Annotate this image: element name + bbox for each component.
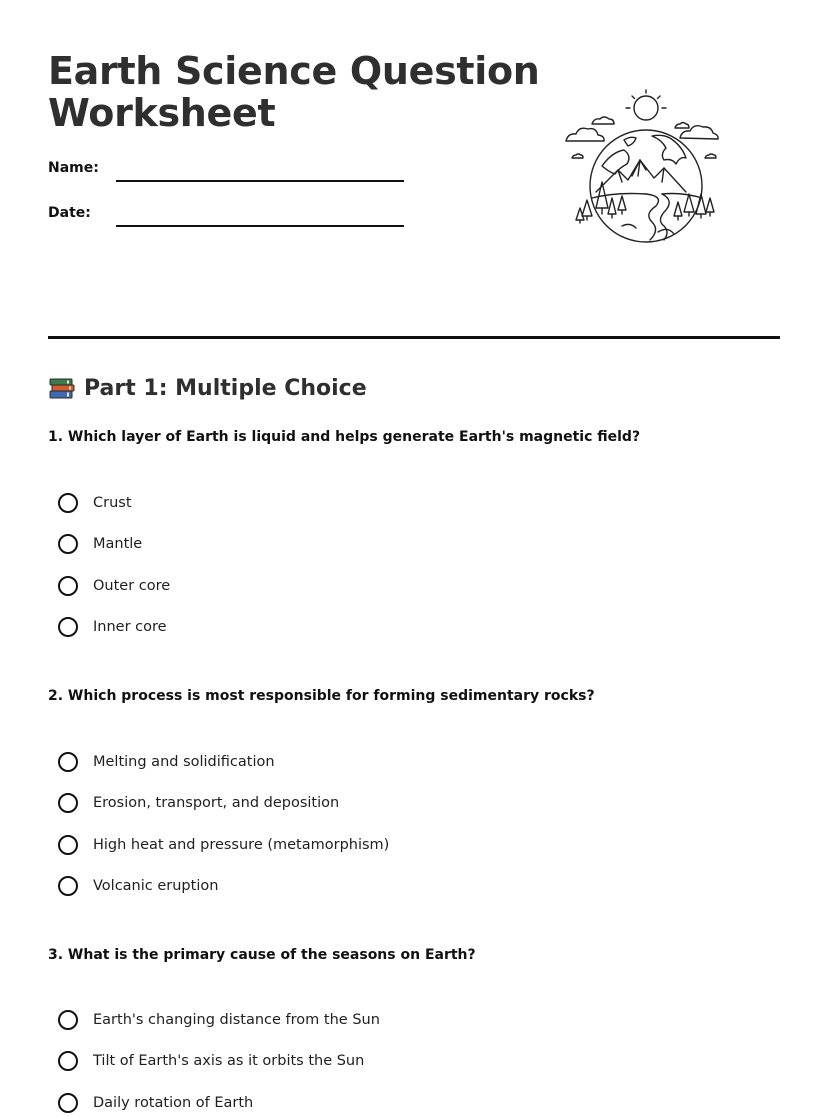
question-2: 2. Which process is most responsible for forming sedimentary rocks? bbox=[48, 688, 595, 704]
radio-button-icon[interactable] bbox=[58, 1093, 78, 1113]
radio-button-icon[interactable] bbox=[58, 493, 78, 513]
q1-option-4[interactable] bbox=[58, 615, 167, 639]
radio-button-icon[interactable] bbox=[58, 576, 78, 596]
option-label: Erosion, transport, and deposition bbox=[93, 795, 340, 811]
option-label: Volcanic eruption bbox=[93, 878, 219, 894]
section-divider bbox=[48, 336, 780, 339]
radio-button-icon[interactable] bbox=[58, 534, 78, 554]
option-label: High heat and pressure (metamorphism) bbox=[93, 837, 390, 853]
date-label: Date: bbox=[48, 205, 91, 221]
earth-illustration-icon bbox=[562, 86, 726, 246]
q2-option-4[interactable] bbox=[58, 874, 218, 898]
q2-option-2[interactable] bbox=[58, 791, 339, 815]
books-icon bbox=[48, 376, 76, 402]
radio-button-icon[interactable] bbox=[58, 793, 78, 813]
option-label: Crust bbox=[93, 495, 132, 511]
radio-button-icon[interactable] bbox=[58, 1010, 78, 1030]
option-label: Outer core bbox=[93, 578, 171, 594]
page-title: Earth Science Question Worksheet bbox=[48, 49, 540, 135]
radio-button-icon[interactable] bbox=[58, 1051, 78, 1071]
q3-option-1[interactable] bbox=[58, 1008, 380, 1032]
option-label: Earth's changing distance from the Sun bbox=[93, 1012, 380, 1028]
q3-option-2[interactable] bbox=[58, 1049, 364, 1073]
option-label: Inner core bbox=[93, 619, 167, 635]
q1-option-1[interactable] bbox=[58, 491, 132, 515]
name-field-line[interactable] bbox=[116, 180, 404, 182]
section-heading bbox=[48, 374, 367, 404]
option-label: Melting and solidification bbox=[93, 754, 275, 770]
q3-option-3[interactable] bbox=[58, 1091, 253, 1115]
name-label: Name: bbox=[48, 160, 99, 176]
q1-option-3[interactable] bbox=[58, 574, 170, 598]
q2-option-1[interactable] bbox=[58, 750, 275, 774]
q2-option-3[interactable] bbox=[58, 833, 389, 857]
option-label: Daily rotation of Earth bbox=[93, 1095, 254, 1111]
radio-button-icon[interactable] bbox=[58, 835, 78, 855]
q1-option-2[interactable] bbox=[58, 532, 142, 556]
option-label: Mantle bbox=[93, 536, 143, 552]
section-heading-text: Part 1: Multiple Choice bbox=[84, 376, 367, 401]
radio-button-icon[interactable] bbox=[58, 876, 78, 896]
radio-button-icon[interactable] bbox=[58, 752, 78, 772]
question-3: 3. What is the primary cause of the seasons on Earth? bbox=[48, 947, 476, 963]
option-label: Tilt of Earth's axis as it orbits the Sun bbox=[93, 1053, 365, 1069]
date-field-line[interactable] bbox=[116, 225, 404, 227]
radio-button-icon[interactable] bbox=[58, 617, 78, 637]
question-1: 1. Which layer of Earth is liquid and helps generate Earth's magnetic field? bbox=[48, 429, 641, 445]
